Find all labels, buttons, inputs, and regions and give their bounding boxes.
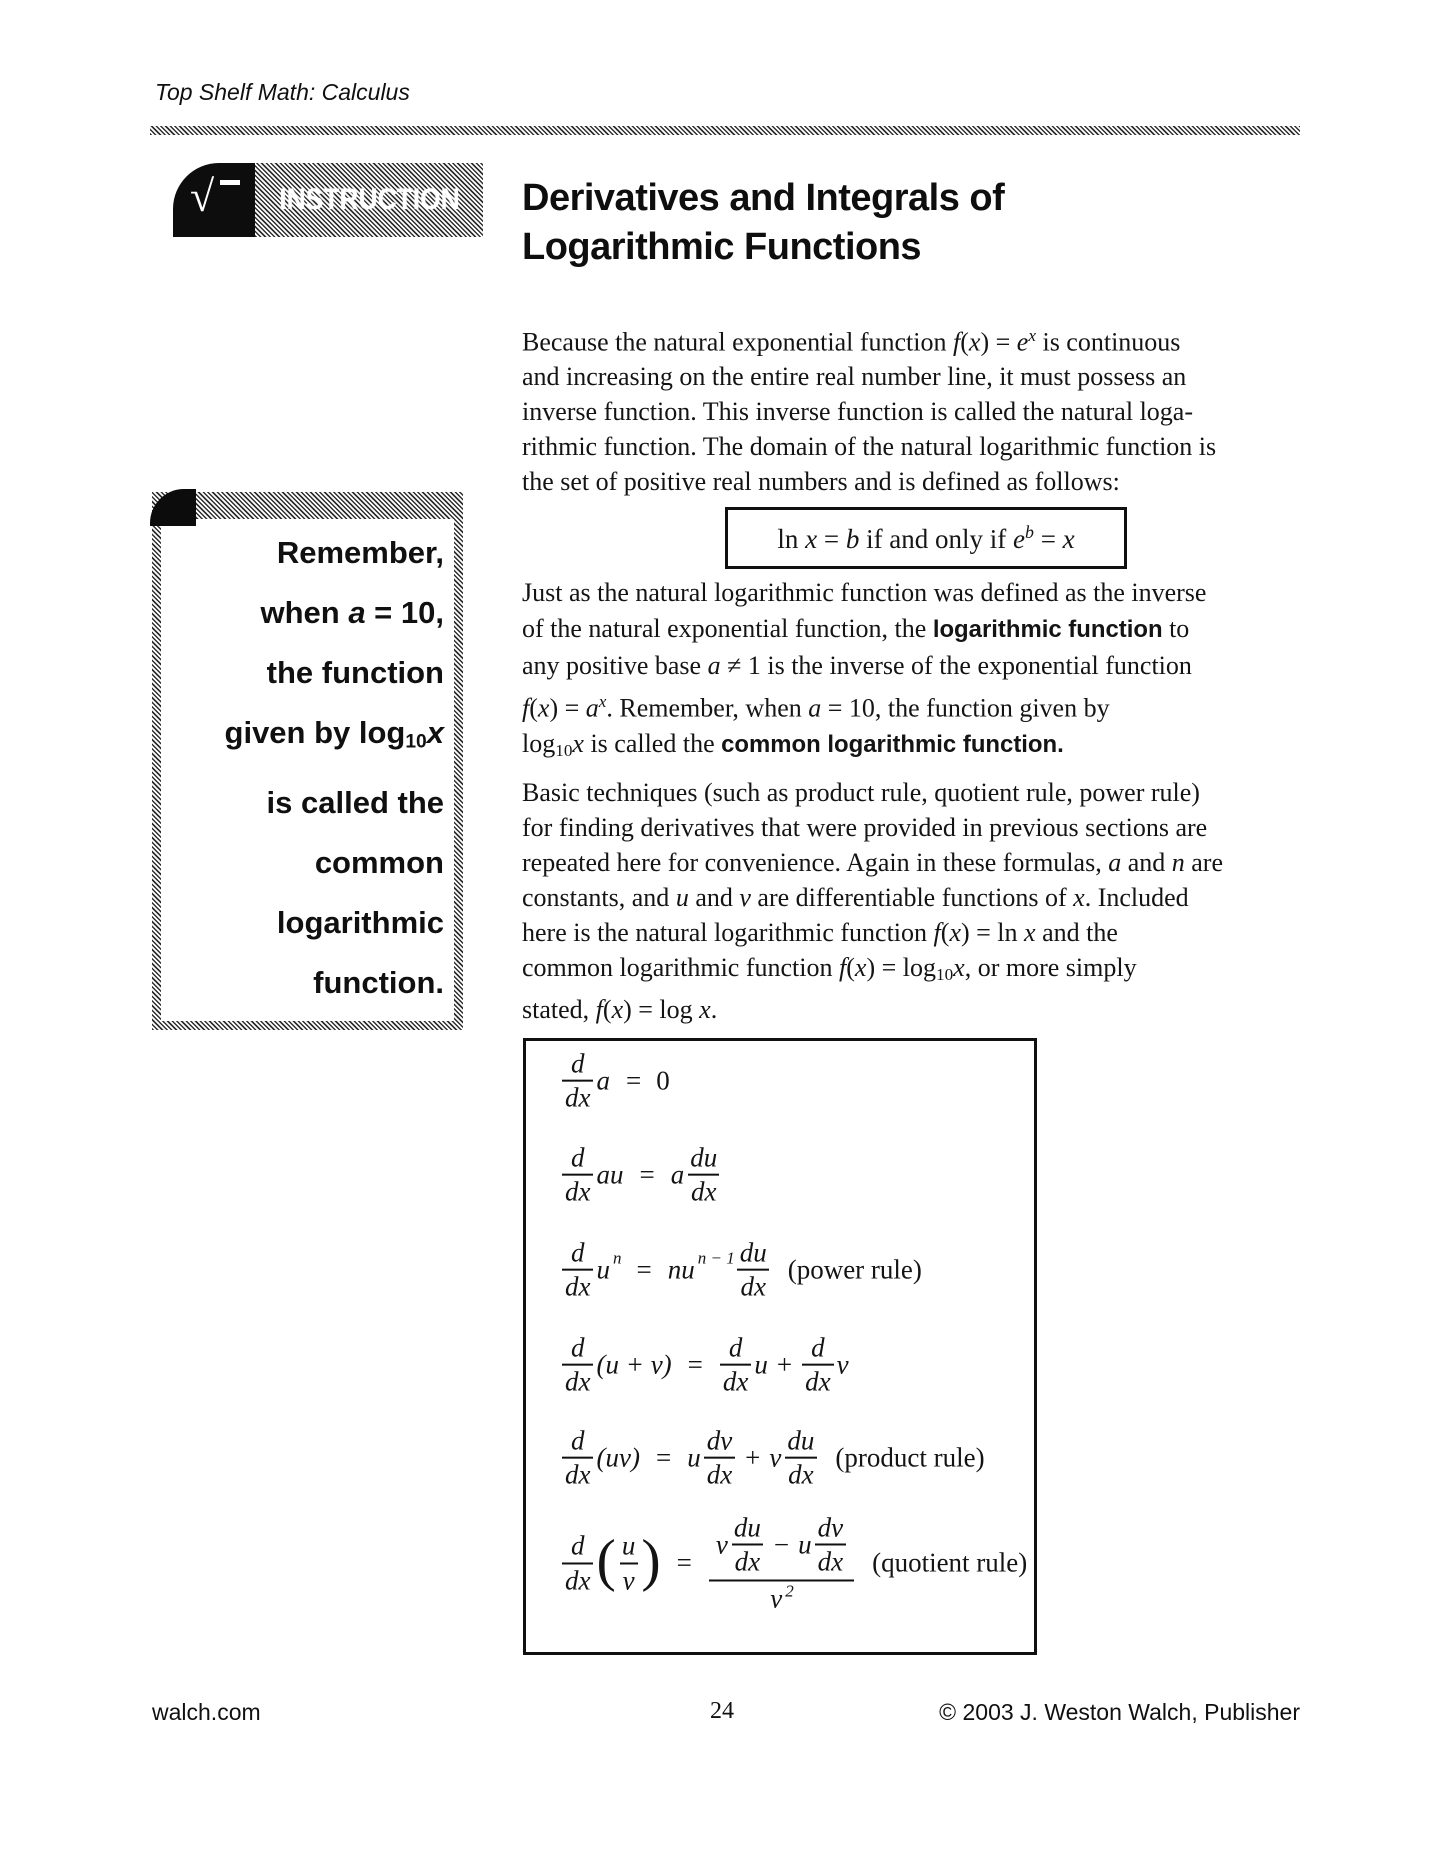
- badge-corner-shape: [173, 163, 255, 237]
- instruction-badge: [173, 163, 483, 237]
- page-title-line2: Logarithmic Functions: [522, 226, 922, 268]
- badge-label-panel: [255, 163, 483, 237]
- definition-box: [725, 507, 1127, 569]
- remember-note-box: [152, 492, 463, 1030]
- rule-constant-multiple: $\frac{d}{dx}$ au = a $\frac{du}{dx}$: [560, 1144, 722, 1207]
- page-title: [522, 174, 1004, 272]
- rule-product: $\frac{d}{dx}$ (uv) = u $\frac{dv}{dx}$ + v $\frac{du}{dx}$ (product rule): [560, 1427, 985, 1490]
- paragraph-basic-techniques: Basic techniques (such as product rule, quotient rule, power rule) for finding derivatives that were provided in previous sections are repeated here for convenience. Again in these formulas, a and n are constants, and u and v are differentiable functions of x. Included here is the natural logarithmic function f(x) = ln x and the common logarithmic function f(x) = log10x, or more simply stated, f(x) = log x.: [522, 778, 1223, 1024]
- big-quotient-fraction: v $\frac{du}{dx}$ − u $\frac{dv}{dx}$ v $^2$: [709, 1513, 854, 1612]
- fraction-du-dx: $\frac{du}{dx}$: [731, 1513, 764, 1576]
- footer-page-number: 24: [710, 1698, 734, 1724]
- running-head: Top Shelf Math: Calculus: [155, 79, 410, 105]
- footer-website: walch.com: [152, 1699, 261, 1725]
- fraction-u-v: $\frac{u}{v}$: [619, 1532, 639, 1595]
- fraction-dv-dx: $\frac{dv}{dx}$: [704, 1427, 735, 1490]
- note-inner: [161, 519, 454, 1021]
- fraction-d-dx: $\frac{d}{dx}$: [562, 1532, 593, 1595]
- right-paren: ): [641, 1527, 661, 1593]
- paragraph-intro: Because the natural exponential function $f(x) = e^x$ is continuous and increasing on the entire real number line, it must possess an inverse function. This inverse function is called the natural loga- rithmic function. The domain of the natural logarithmic function is the set of positive real numbers and is defined as follows:: [522, 326, 1217, 497]
- left-paren: (: [596, 1527, 616, 1593]
- rule-power: $\frac{d}{dx}$ u n = nu n − 1 $\frac{du}{dx}$ (power rule): [560, 1239, 922, 1302]
- note-corner-decoration: [150, 489, 196, 526]
- definition-formula: ln x = b if and only if $e^b = x$: [777, 521, 1075, 554]
- rule-label: (power rule): [787, 1254, 922, 1285]
- fraction-dv-dx: $\frac{dv}{dx}$: [815, 1513, 846, 1576]
- fraction-du-dx: $\frac{du}{dx}$: [784, 1427, 817, 1490]
- fraction-du-dx: $\frac{du}{dx}$: [737, 1239, 770, 1302]
- rule-quotient: $\frac{d}{dx}$ ( $\frac{u}{v}$ ) = v $\frac{du}{dx}$ − u $\frac{dv}{dx}$ v $^2$ (quotient rule): [560, 1513, 1027, 1612]
- header-rule: [150, 126, 1300, 135]
- rule-constant: $\frac{d}{dx}$ a = 0: [560, 1050, 670, 1113]
- note-text: Remember, when a = 10, the function given by log10x is called the common logarithmic function.: [224, 535, 444, 1000]
- fraction-d-dx: $\frac{d}{dx}$: [720, 1334, 751, 1397]
- fraction-d-dx: $\frac{d}{dx}$: [562, 1334, 593, 1397]
- square-root-bar: [220, 180, 240, 185]
- page-title-line1: Derivatives and Integrals of: [522, 177, 1005, 219]
- derivative-rules-box: [523, 1038, 1037, 1655]
- fraction-d-dx: $\frac{d}{dx}$: [562, 1144, 593, 1207]
- fraction-d-dx: $\frac{d}{dx}$: [802, 1334, 833, 1397]
- badge-label: INSTRUCTION: [278, 183, 460, 216]
- square-root-icon: √: [190, 172, 215, 221]
- rule-label: (product rule): [835, 1442, 985, 1473]
- rule-label: (quotient rule): [872, 1547, 1028, 1578]
- fraction-d-dx: $\frac{d}{dx}$: [562, 1427, 593, 1490]
- footer-copyright: © 2003 J. Weston Walch, Publisher: [939, 1699, 1300, 1725]
- fraction-d-dx: $\frac{d}{dx}$: [562, 1239, 593, 1302]
- paragraph-logarithmic-function: Just as the natural logarithmic function was defined as the inverse of the natural exponential function, the logarithmic function to any positive base a ≠ 1 is the inverse of the exponential function $f(x) = a^x$. Remember, when a = 10, the function given by log10x is called the common logarithmic function.: [522, 578, 1207, 761]
- fraction-du-dx: $\frac{du}{dx}$: [687, 1144, 720, 1207]
- fraction-d-dx: $\frac{d}{dx}$: [562, 1050, 593, 1113]
- rule-sum: $\frac{d}{dx}$ (u + v) = $\frac{d}{dx}$ u + $\frac{d}{dx}$ v: [560, 1334, 850, 1397]
